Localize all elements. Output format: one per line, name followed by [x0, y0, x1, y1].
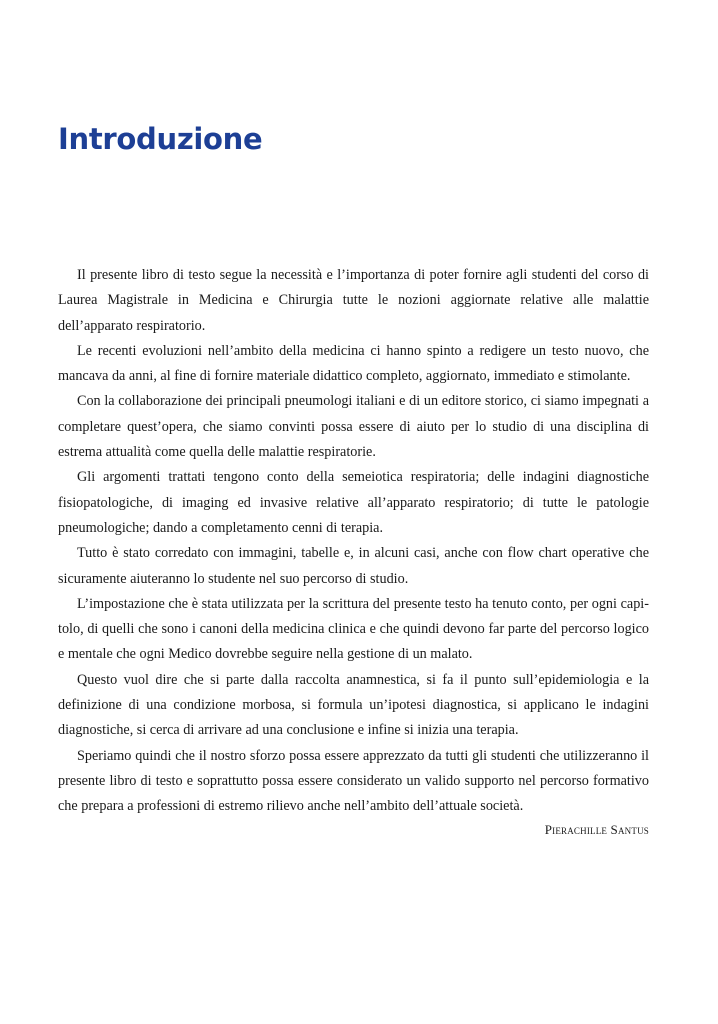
paragraph-8: Speriamo quindi che il nostro sforzo possa essere apprezzato da tutti gli studenti che utilizzeranno il presente libro di testo e soprattutto possa essere considerato un valido supporto nel percorso formativo che prepara a professioni di estremo rilievo anche nell’ambito dell’attuale società. [58, 747, 649, 815]
paragraph-1: Il presente libro di testo segue la necessità e l’importanza di poter fornire agli studenti del corso di Laurea Magistrale in Medicina e Chirurgia tutte le nozioni aggiornate relative alle malattie dell’apparato respiratorio. [58, 267, 649, 334]
page-title: Introduzione [58, 122, 263, 156]
body-text [58, 263, 649, 842]
paragraph-4: Gli argomenti trattati tengono conto della semeiotica respiratoria; delle indagini diagnostiche fisiopatologiche, di imaging ed invasive relative all’apparato respiratorio; di tutte le patologie pneumologiche; dando a completamento cenni di terapia. [58, 469, 649, 536]
paragraph-5: Tutto è stato corredato con immagini, tabelle e, in alcuni casi, anche con flow chart operative che sicuramente aiuteranno lo studente nel suo percorso di studio. [58, 545, 649, 587]
paragraph-6: L’impostazione che è stata utilizzata per la scrittura del presente testo ha tenuto conto, per ogni capitolo, di quelli che sono i canoni della medicina clinica e che quindi devono far parte del percorso logico e mentale che ogni Medico dovrebbe seguire nella gestione di un malato. [58, 595, 649, 663]
paragraph-7: Questo vuol dire che si parte dalla raccolta anamnestica, si fa il punto sull’epidemiologia e la definizione di una condizione morbosa, si formula un’ipotesi diagnostica, si applicano le indagini diagnostiche, si cerca di arrivare ad una conclusione e infine si inizia una terapia. [58, 671, 649, 739]
author-signature: Pierachille Santus [544, 821, 649, 837]
paragraph-3: Con la collaborazione dei principali pneumologi italiani e di un editore storico, ci siamo impegnati a completare quest’opera, che siamo convinti possa essere di aiuto per lo studio di una disciplina di estrema attualità come quella delle malattie respiratorie. [58, 393, 649, 461]
paragraph-2: Le recenti evoluzioni nell’ambito della medicina ci hanno spinto a redigere un testo nuovo, che mancava da anni, al fine di fornire materiale didattico completo, aggiornato, immediato e stimolante. [58, 342, 649, 385]
